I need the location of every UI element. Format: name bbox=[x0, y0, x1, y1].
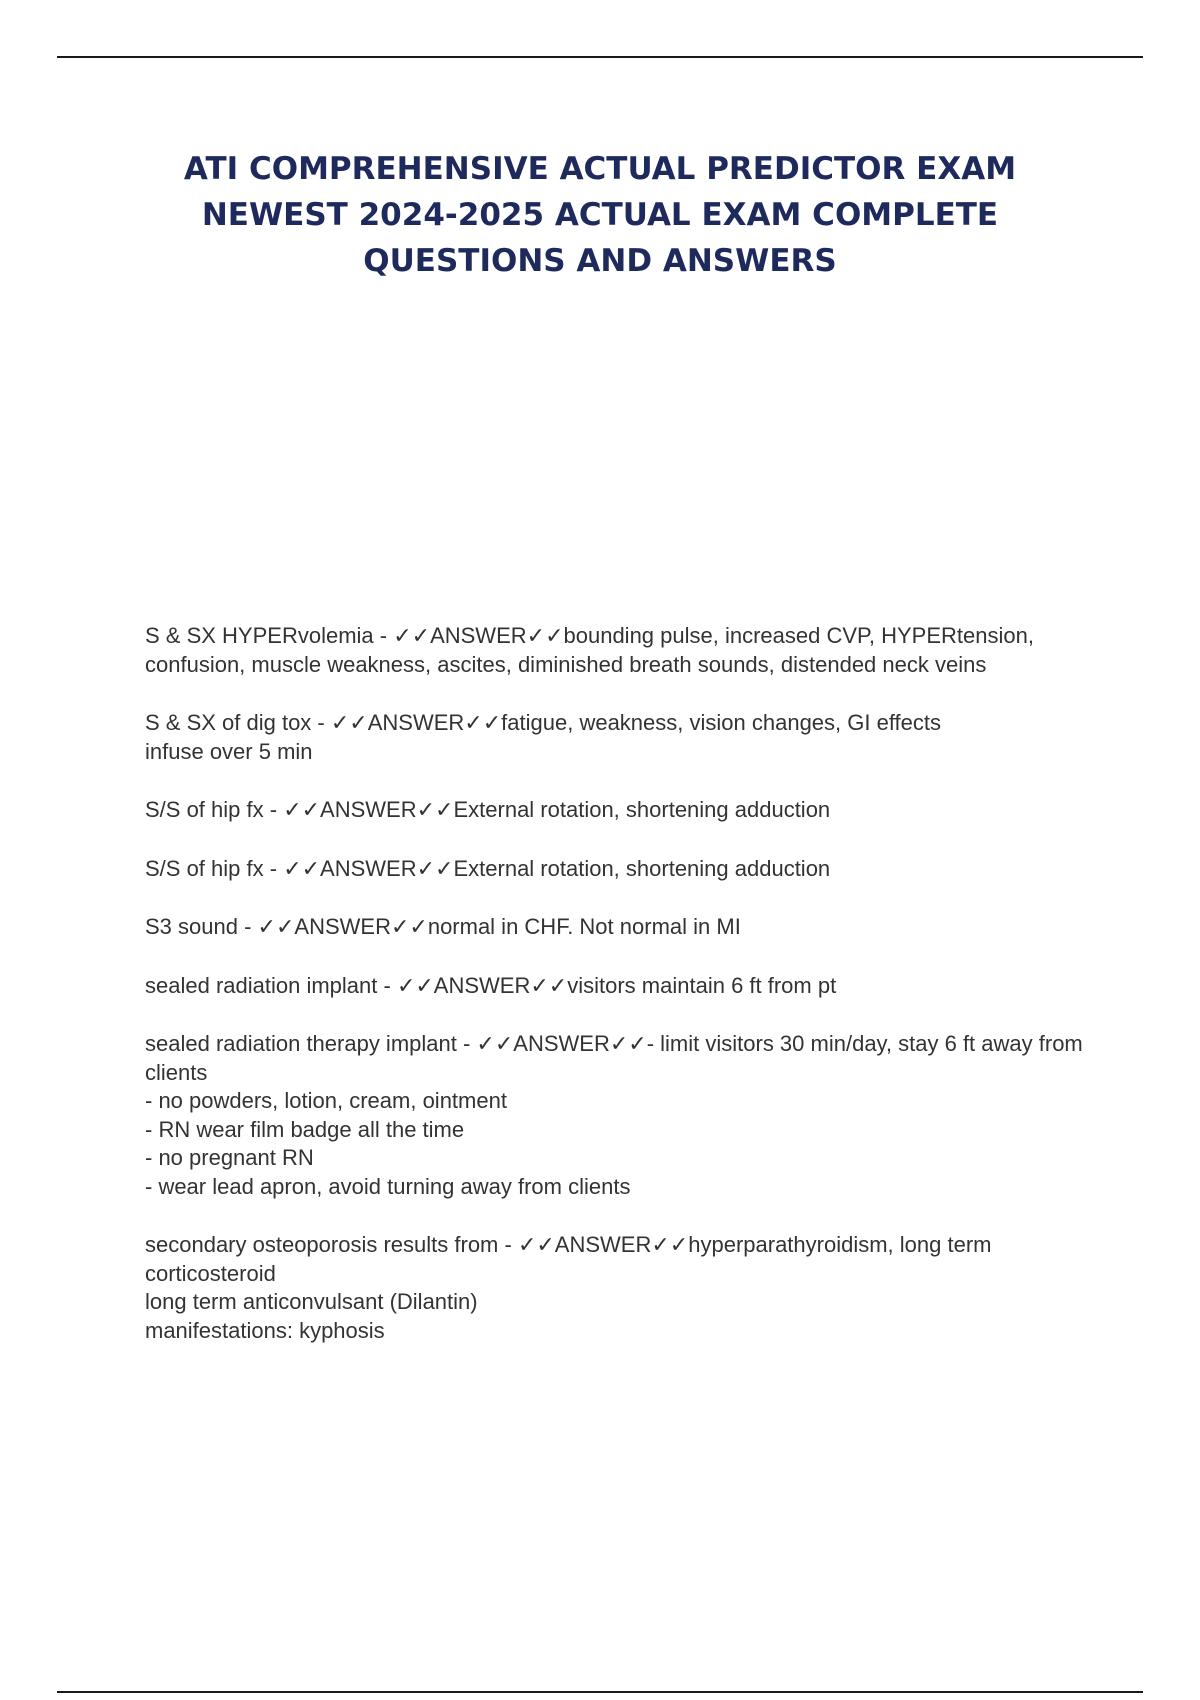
qa-item bbox=[145, 1030, 1085, 1201]
answer-marker: ✓✓ANSWER✓✓ bbox=[257, 914, 428, 939]
answer-text: normal in CHF. Not normal in MI bbox=[427, 914, 741, 939]
answer-text: fatigue, weakness, vision changes, GI effects bbox=[501, 710, 942, 735]
question-text: S/S of hip fx bbox=[145, 855, 264, 881]
top-divider bbox=[57, 56, 1143, 58]
answer-text: - limit visitors 30 min/day, stay 6 ft away from clients bbox=[145, 1031, 1083, 1085]
answer-marker: ✓✓ANSWER✓✓ bbox=[283, 855, 454, 881]
answer-marker: ✓✓ANSWER✓✓ bbox=[330, 710, 502, 735]
separator: - bbox=[263, 797, 284, 822]
question-text: S/S of hip fx bbox=[145, 797, 264, 822]
separator: - bbox=[311, 710, 331, 735]
answer-extra: long term anticonvulsant (Dilantin) manifestations: kyphosis bbox=[145, 1289, 478, 1343]
question-text: S3 sound bbox=[145, 914, 238, 939]
separator: - bbox=[237, 914, 258, 939]
answer-marker: ✓✓ANSWER✓✓ bbox=[396, 972, 568, 998]
document-title: ATI COMPREHENSIVE ACTUAL PREDICTOR EXAM NEWEST 2024-2025 ACTUAL EXAM COMPLETE QUESTIONS AND ANSWERS bbox=[183, 151, 1017, 279]
answer-text: External rotation, shortening adduction bbox=[453, 797, 831, 822]
qa-item bbox=[145, 972, 1085, 1001]
separator: - bbox=[263, 855, 284, 881]
answer-text: visitors maintain 6 ft from pt bbox=[567, 972, 837, 998]
answer-text: bounding pulse, increased CVP, HYPERtension, confusion, muscle weakness, ascites, diminished breath sounds, distended neck veins bbox=[145, 623, 1034, 677]
question-text: S & SX of dig tox bbox=[145, 710, 312, 735]
qa-item bbox=[145, 796, 1085, 825]
separator: - bbox=[498, 1232, 518, 1257]
answer-marker: ✓✓ANSWER✓✓ bbox=[283, 797, 454, 822]
qa-item bbox=[145, 709, 1085, 766]
answer-text: hyperparathyroidism, long term corticosteroid bbox=[145, 1232, 992, 1286]
qa-list bbox=[145, 622, 1085, 1375]
question-text: sealed radiation implant bbox=[145, 972, 378, 998]
question-text: sealed radiation therapy implant bbox=[145, 1031, 457, 1056]
answer-marker: ✓✓ANSWER✓✓ bbox=[476, 1031, 647, 1056]
separator: - bbox=[373, 623, 394, 648]
question-text: secondary osteoporosis results from bbox=[145, 1232, 499, 1257]
answer-marker: ✓✓ANSWER✓✓ bbox=[517, 1232, 689, 1257]
answer-extra: infuse over 5 min bbox=[145, 738, 313, 764]
qa-item bbox=[145, 622, 1085, 679]
bottom-divider bbox=[57, 1691, 1143, 1693]
question-text: S & SX HYPERvolemia bbox=[145, 623, 374, 648]
qa-item bbox=[145, 1231, 1085, 1345]
answer-marker: ✓✓ANSWER✓✓ bbox=[393, 623, 564, 648]
answer-text: External rotation, shortening adduction bbox=[453, 855, 831, 881]
separator: - bbox=[377, 972, 397, 998]
answer-extra: - no powders, lotion, cream, ointment - RN wear film badge all the time - no pregnant RN - wear lead apron, avoid turning away from clients bbox=[145, 1088, 631, 1199]
separator: - bbox=[456, 1031, 477, 1056]
qa-item bbox=[145, 855, 1085, 884]
qa-item bbox=[145, 913, 1085, 942]
